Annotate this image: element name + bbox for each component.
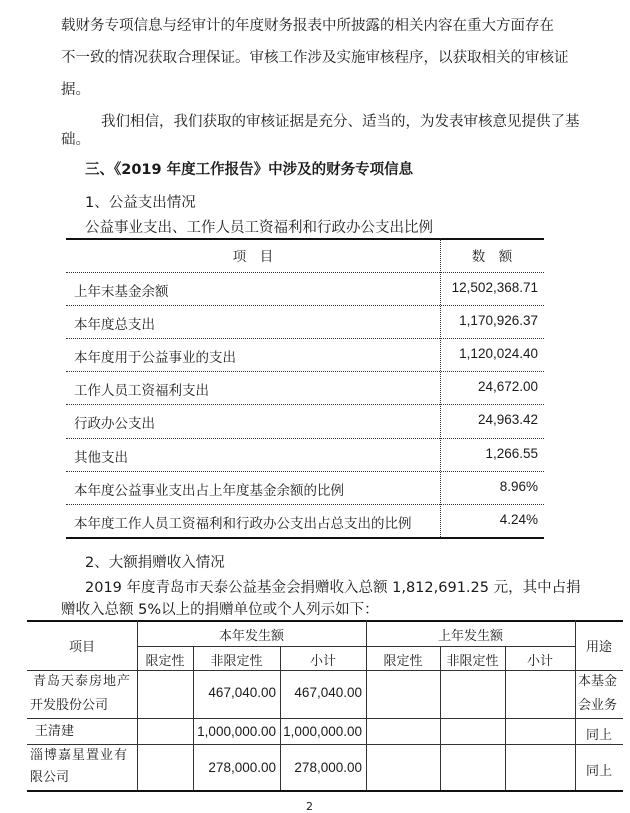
donor-name: 开发股份公司 <box>30 698 109 713</box>
row-item: 工作人员工资福利支出 <box>74 383 209 399</box>
header-prior-year: 上年发生额 <box>437 629 503 644</box>
donor-name: 青岛天泰房地产 <box>33 674 132 689</box>
header-item: 项 目 <box>232 249 274 265</box>
header-current-year: 本年发生额 <box>218 629 284 644</box>
row-amount: 1,120,024.40 <box>459 346 538 361</box>
table-border <box>27 620 623 622</box>
row-amount: 24,963.42 <box>477 412 538 427</box>
paragraph-line: 载财务专项信息与经审计的年度财务报表中所披露的相关内容在重大方面存在 <box>61 18 554 34</box>
row-separator <box>27 718 623 719</box>
donor-name: 限公司 <box>30 770 70 785</box>
paragraph-line: 础。 <box>61 132 90 148</box>
cur-unrestricted-amount: 467,040.00 <box>208 685 276 700</box>
paragraph-line: 2019 年度青岛市天泰公益基金会捐赠收入总额 1,812,691.25 元，其中占捐 <box>85 580 581 596</box>
row-separator <box>137 646 575 647</box>
column-divider <box>137 620 138 790</box>
cur-subtotal-amount: 1,000,000.00 <box>283 724 362 739</box>
donation-use: 本基金 <box>578 674 618 689</box>
donation-use: 同上 <box>585 728 612 743</box>
subsection-title: 2、大额捐赠收入情况 <box>85 555 225 571</box>
header-item: 项目 <box>68 640 95 655</box>
row-amount: 24,672.00 <box>477 379 538 394</box>
table-header-row <box>66 238 544 271</box>
subheader-cur-unrestricted: 非限定性 <box>210 654 263 669</box>
cur-subtotal-amount: 467,040.00 <box>294 685 362 700</box>
table-row <box>66 273 544 306</box>
row-amount: 8.96% <box>499 479 538 494</box>
row-item: 行政办公支出 <box>74 416 155 432</box>
cur-subtotal-amount: 278,000.00 <box>294 760 362 775</box>
page-number: 2 <box>306 800 313 813</box>
table-row <box>66 372 544 405</box>
table-row <box>66 505 544 538</box>
table-row <box>66 405 544 438</box>
subheader-cur-restricted: 限定性 <box>145 654 185 669</box>
cur-unrestricted-amount: 278,000.00 <box>208 760 276 775</box>
header-use: 用途 <box>585 640 612 655</box>
row-item: 本年度工作人员工资福利和行政办公支出占总支出的比例 <box>74 516 412 532</box>
row-item: 本年度总支出 <box>74 317 155 333</box>
subsection-title: 1、公益支出情况 <box>85 195 196 211</box>
row-amount: 1,170,926.37 <box>459 313 538 328</box>
row-amount: 4.24% <box>499 512 538 527</box>
subheader-cur-subtotal: 小计 <box>309 654 336 669</box>
table-row <box>66 306 544 339</box>
row-amount: 1,266.55 <box>485 446 538 461</box>
header-amount: 数 额 <box>471 249 513 265</box>
subheader-prior-subtotal: 小计 <box>526 654 553 669</box>
row-amount: 12,502,368.71 <box>451 280 538 295</box>
table-row <box>66 439 544 472</box>
cur-unrestricted-amount: 1,000,000.00 <box>197 724 276 739</box>
column-divider <box>366 620 367 790</box>
table-border <box>27 790 623 792</box>
donation-table <box>27 620 623 790</box>
row-item: 上年末基金余额 <box>74 284 169 300</box>
paragraph-line: 不一致的情况获取合理保证。审核工作涉及实施审核程序，以获取相关的审核证 <box>61 50 569 66</box>
row-item: 本年度公益事业支出占上年度基金余额的比例 <box>74 483 344 499</box>
table-row <box>66 339 544 372</box>
paragraph-line: 赠收入总额 5%以上的捐赠单位或个人列示如下： <box>61 602 379 618</box>
table-caption: 公益事业支出、工作人员工资福利和行政办公支出比例 <box>85 220 433 236</box>
subheader-prior-restricted: 限定性 <box>383 654 423 669</box>
table-row <box>66 472 544 505</box>
row-item: 其他支出 <box>74 450 128 466</box>
donor-name: 王清建 <box>35 724 75 739</box>
table-border <box>66 537 544 539</box>
donation-use: 会业务 <box>578 698 618 713</box>
row-item: 本年度用于公益事业的支出 <box>74 350 236 366</box>
paragraph-line: 我们相信，我们获取的审核证据是充分、适当的，为发表审核意见提供了基 <box>101 114 580 130</box>
paragraph-line: 据。 <box>61 82 90 98</box>
section-title: 三、《2019 年度工作报告》中涉及的财务专项信息 <box>85 162 414 178</box>
donor-name: 淄博嘉星置业有 <box>30 748 129 763</box>
subheader-prior-unrestricted: 非限定性 <box>446 654 499 669</box>
donation-use: 同上 <box>585 764 612 779</box>
